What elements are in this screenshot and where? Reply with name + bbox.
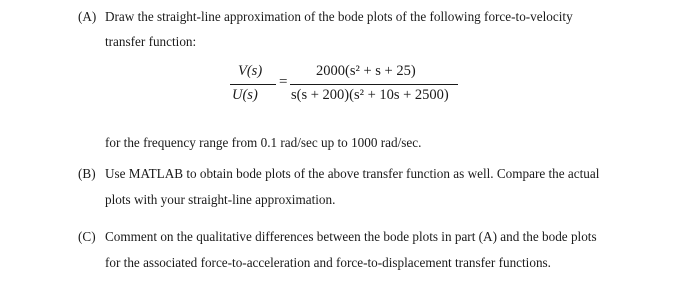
- equation-lhs-fraction-bar: [230, 84, 276, 85]
- equation-rhs-fraction-bar: [290, 84, 458, 85]
- equation-rhs-numerator: 2000(s² + s + 25): [316, 63, 416, 79]
- equation-equals-sign: =: [279, 74, 288, 90]
- part-c-line-2: for the associated force-to-acceleration and force-to-displacement transfer functions.: [105, 255, 551, 270]
- equation-lhs-denominator: U(s): [232, 87, 258, 103]
- transfer-function-equation: [228, 61, 468, 111]
- part-b-line-2: plots with your straight-line approximation.: [105, 192, 336, 207]
- part-a-marker: (A): [78, 9, 97, 24]
- part-b-marker: (B): [78, 166, 96, 181]
- part-c-line-1: Comment on the qualitative differences between the bode plots in part (A) and the bode plots: [105, 229, 597, 244]
- part-a-line-2: transfer function:: [105, 34, 197, 49]
- part-c-marker: (C): [78, 229, 96, 244]
- part-a-line-3: for the frequency range from 0.1 rad/sec up to 1000 rad/sec.: [105, 135, 422, 150]
- equation-rhs-denominator: s(s + 200)(s² + 10s + 2500): [291, 87, 449, 103]
- part-a-line-1: Draw the straight-line approximation of the bode plots of the following force-to-velocity: [105, 9, 573, 24]
- part-b-line-1: Use MATLAB to obtain bode plots of the above transfer function as well. Compare the actual: [105, 166, 600, 181]
- equation-lhs-numerator: V(s): [238, 63, 263, 79]
